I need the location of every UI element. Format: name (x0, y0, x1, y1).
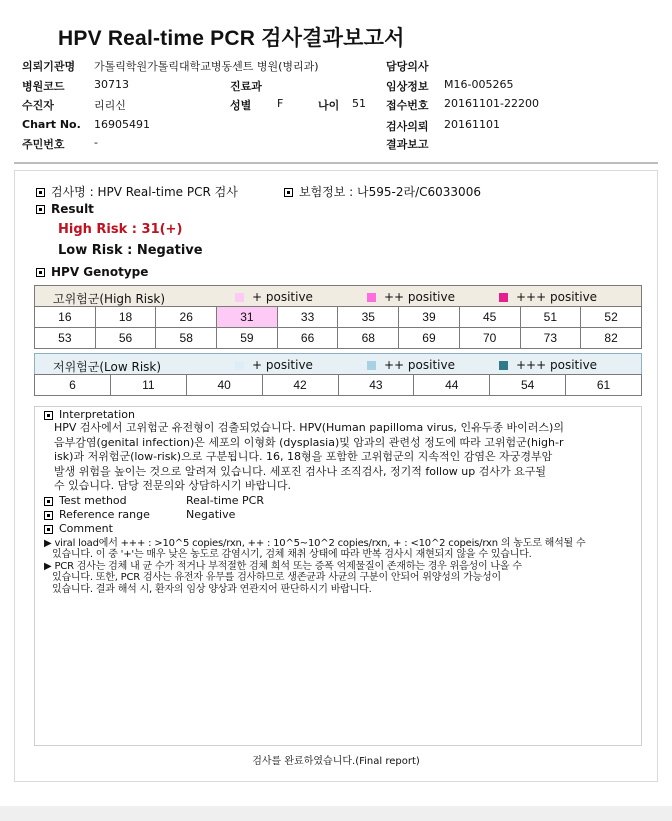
bullet-square-icon (36, 205, 45, 214)
genotype-cell: 70 (459, 328, 520, 349)
interpretation-heading-text: Interpretation (59, 408, 135, 421)
genotype-cell: 73 (520, 328, 581, 349)
bullet-square-icon (44, 411, 53, 420)
comment-line: ▶ PCR 검사는 검체 내 균 수가 적거나 부적절한 검체 희석 또는 증폭 억제물질이 존재하는 경우 위음성이 나올 수 (44, 560, 522, 572)
clinical-info-label: 임상정보 (386, 80, 429, 93)
genotype-cell: 11 (110, 375, 186, 396)
interpretation-line: 수 있습니다. 담당 전문의와 상담하시기 바랍니다. (54, 479, 291, 493)
legend-plus-text: + positive (252, 358, 313, 372)
legend-swatch-icon (235, 361, 244, 370)
chart-label: Chart No. (22, 118, 81, 131)
interpretation-line: 음부감염(genital infection)은 세포의 이형화 (dysplasia)및 암과의 관련성 정도에 따라 고위험군(high-r (54, 435, 564, 449)
legend-plus3-text: +++ positive (516, 290, 598, 304)
result-heading-text: Result (51, 202, 94, 216)
report-title: HPV Real-time PCR 검사결과보고서 (58, 27, 405, 50)
genotype-cell: 42 (262, 375, 338, 396)
comment-text (44, 538, 640, 595)
low-risk-result: Low Risk : Negative (58, 243, 203, 258)
genotype-cell: 61 (566, 375, 642, 396)
footer-band (0, 806, 672, 821)
request-value: 20161101 (444, 118, 500, 131)
genotype-cell: 16 (35, 307, 96, 328)
legend-plus (235, 290, 313, 304)
table-row (35, 307, 642, 328)
header-divider (14, 162, 658, 164)
genotype-cell: 45 (459, 307, 520, 328)
genotype-cell: 52 (581, 307, 642, 328)
age-label: 나이 (318, 99, 340, 112)
genotype-heading-text: HPV Genotype (51, 265, 149, 279)
comment-line: ▶ viral load에서 +++ : >10^5 copies/rxn, ++ : 10^5~10^2 copies/rxn, + : <10^2 copeis/rxn 의 농도로 해석될 수 (44, 538, 586, 549)
bullet-square-icon (284, 188, 293, 197)
genotype-heading (36, 265, 148, 279)
comment-line: 있습니다. 또한, PCR 검사는 유전자 유무를 검사하므로 생존균과 사균의 구분이 안되어 위양성의 가능성이 (52, 572, 501, 584)
high-risk-label: 고위험군(High Risk) (53, 292, 165, 306)
resident-label: 주민번호 (22, 138, 65, 151)
insurance-text: 보험정보 : 나595-2라/C6033006 (299, 185, 481, 199)
genotype-cell: 26 (156, 307, 217, 328)
bullet-square-icon (44, 525, 53, 534)
high-risk-header (34, 285, 642, 307)
institution-label: 의뢰기관명 (22, 60, 76, 73)
institution-value: 가톨릭학원가톨릭대학교병동센트 병원(병리과) (94, 60, 319, 73)
test-name-text: 검사명 : HPV Real-time PCR 검사 (51, 185, 238, 199)
reference-range-value: Negative (186, 508, 236, 521)
genotype-cell: 56 (95, 328, 156, 349)
result-heading (36, 202, 94, 216)
bullet-square-icon (44, 511, 53, 520)
high-risk-result: High Risk : 31(+) (58, 222, 183, 237)
receipt-no-label: 접수번호 (386, 99, 429, 112)
legend-plus2 (367, 290, 455, 304)
genotype-cell: 43 (338, 375, 414, 396)
genotype-cell: 51 (520, 307, 581, 328)
age-value: 51 (352, 97, 366, 110)
legend-swatch-icon (499, 361, 508, 370)
genotype-cell: 59 (217, 328, 278, 349)
legend-plus-text: + positive (252, 290, 313, 304)
bullet-square-icon (44, 497, 53, 506)
resident-value: - (94, 136, 98, 149)
interpretation-text (54, 421, 640, 494)
legend-swatch-icon (499, 293, 508, 302)
report-label: 결과보고 (386, 138, 429, 151)
comment-heading (44, 522, 113, 535)
reference-range (44, 508, 150, 521)
legend-swatch-icon (367, 293, 376, 302)
reference-range-label: Reference range (59, 508, 150, 521)
genotype-cell: 40 (186, 375, 262, 396)
genotype-cell: 68 (338, 328, 399, 349)
legend-plus3-text: +++ positive (516, 358, 598, 372)
test-method-label: Test method (59, 494, 127, 507)
dept-label: 진료과 (230, 80, 262, 93)
recipient-label: 수진자 (22, 99, 54, 112)
hospital-code-value: 30713 (94, 78, 129, 91)
doctor-label: 담당의사 (386, 60, 429, 73)
legend-plus3-low (499, 358, 597, 372)
low-risk-label: 저위험군(Low Risk) (53, 360, 162, 374)
table-row (35, 328, 642, 349)
interpretation-heading (44, 408, 135, 421)
hospital-code-label: 병원코드 (22, 80, 65, 93)
genotype-cell: 18 (95, 307, 156, 328)
interpretation-line: HPV 검사에서 고위험군 유전형이 검출되었습니다. HPV(Human papilloma virus, 인유두종 바이러스)의 (54, 421, 564, 434)
sex-value: F (277, 97, 284, 110)
low-risk-header (34, 353, 642, 375)
genotype-cell: 54 (490, 375, 566, 396)
receipt-no-value: 20161101-22200 (444, 97, 539, 110)
genotype-cell: 33 (277, 307, 338, 328)
genotype-cell: 66 (277, 328, 338, 349)
genotype-cell: 35 (338, 307, 399, 328)
legend-plus2-low (367, 358, 455, 372)
request-label: 검사의뢰 (386, 120, 429, 133)
genotype-cell: 39 (399, 307, 460, 328)
genotype-cell: 69 (399, 328, 460, 349)
interpretation-line: isk)과 저위험군(low-risk)으로 구분됩니다. 16, 18형을 포함한 고위험군의 지속적인 감염은 자궁경부암 (54, 450, 553, 464)
comment-line: 있습니다. 이 중 '+'는 매우 낮은 농도로 감염시기, 검체 채취 상태에 따라 반복 검사시 재현되지 않을 수 있습니다. (52, 549, 532, 561)
legend-plus-low (235, 358, 313, 372)
insurance-info (284, 183, 481, 200)
legend-plus2-text: ++ positive (384, 358, 455, 372)
comment-line: 있습니다. 결과 해석 시, 환자의 임상 양상과 연관지어 판단하시기 바랍니다. (52, 583, 372, 595)
genotype-cell: 82 (581, 328, 642, 349)
recipient-value: 리리신 (94, 99, 126, 112)
legend-plus2-text: ++ positive (384, 290, 455, 304)
legend-plus3 (499, 290, 597, 304)
table-row (35, 375, 642, 396)
bullet-square-icon (36, 268, 45, 277)
legend-swatch-icon (367, 361, 376, 370)
interpretation-line: 발생 위험을 높이는 것으로 알려져 있습니다. 세포진 검사나 조직검사, 정기적 follow up 검사가 요구될 (54, 464, 547, 478)
final-report-note: 검사를 완료하였습니다.(Final report) (252, 756, 420, 767)
comment-heading-text: Comment (59, 522, 113, 535)
low-risk-genotype-table (34, 374, 642, 396)
genotype-cell: 31 (217, 307, 278, 328)
test-name (36, 183, 238, 200)
bullet-square-icon (36, 188, 45, 197)
genotype-cell: 58 (156, 328, 217, 349)
high-risk-genotype-table (34, 306, 642, 349)
genotype-cell: 44 (414, 375, 490, 396)
clinical-info-value: M16-005265 (444, 78, 514, 91)
test-method (44, 494, 127, 507)
test-method-value: Real-time PCR (186, 494, 264, 507)
chart-value: 16905491 (94, 118, 150, 131)
sex-label: 성별 (230, 99, 252, 112)
genotype-cell: 6 (35, 375, 111, 396)
legend-swatch-icon (235, 293, 244, 302)
genotype-cell: 53 (35, 328, 96, 349)
